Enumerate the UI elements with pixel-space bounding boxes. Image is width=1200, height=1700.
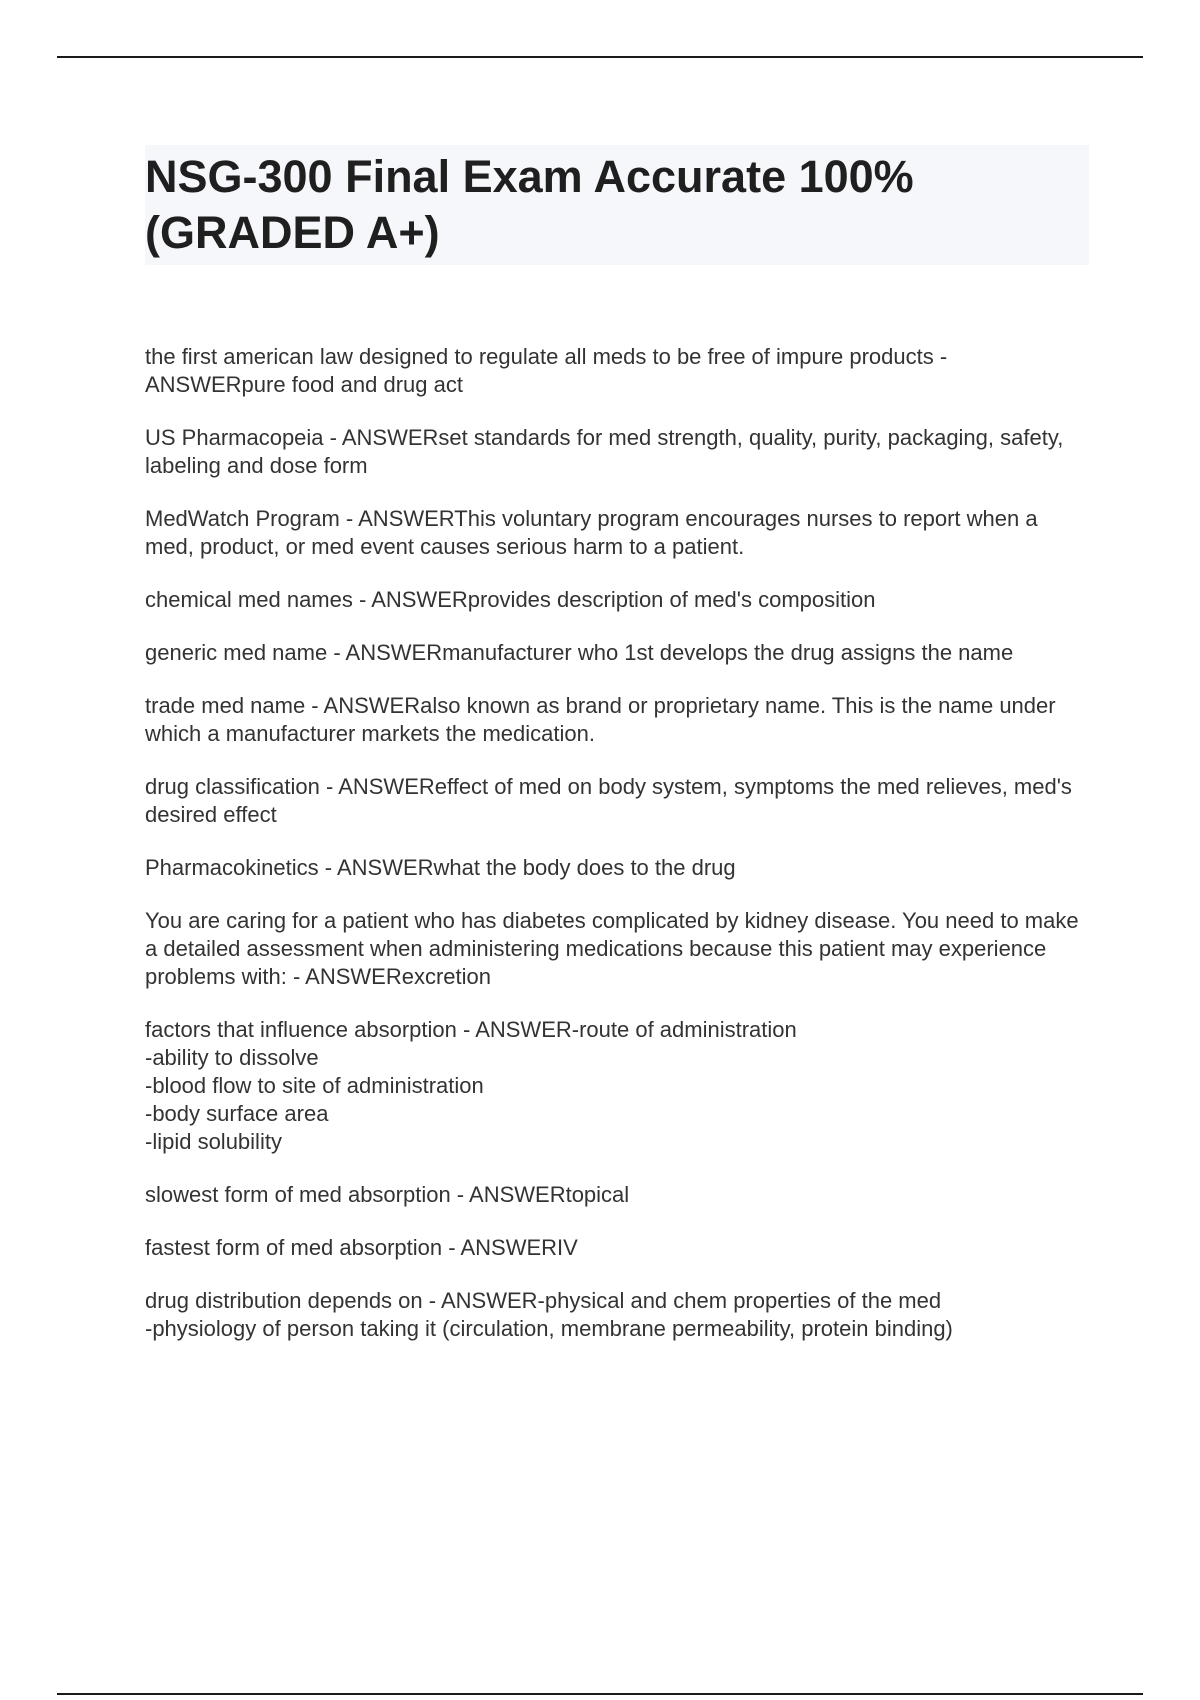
qa-item: fastest form of med absorption - ANSWERIV bbox=[145, 1235, 578, 1260]
bottom-divider bbox=[57, 1693, 1143, 1695]
qa-item: MedWatch Program - ANSWERThis voluntary program encourages nurses to report when a med, product, or med event causes serious harm to a patient. bbox=[145, 506, 1038, 559]
document-body bbox=[145, 145, 1089, 1368]
qa-item: generic med name - ANSWERmanufacturer who 1st develops the drug assigns the name bbox=[145, 640, 1014, 665]
qa-item: slowest form of med absorption - ANSWERtopical bbox=[145, 1182, 630, 1207]
title-block bbox=[145, 145, 1089, 265]
qa-item: the first american law designed to regulate all meds to be free of impure products - ANSWERpure food and drug act bbox=[145, 344, 948, 397]
qa-item: Pharmacokinetics - ANSWERwhat the body does to the drug bbox=[145, 855, 736, 880]
top-divider bbox=[57, 56, 1143, 58]
page-title: NSG-300 Final Exam Accurate 100% (GRADED A+) bbox=[145, 151, 914, 258]
qa-item: chemical med names - ANSWERprovides description of med's composition bbox=[145, 587, 876, 612]
qa-item: You are caring for a patient who has diabetes complicated by kidney disease. You need to make a detailed assessment when administering medications because this patient may experience problems with: - ANSWERexcretion bbox=[145, 908, 1079, 989]
qa-item: US Pharmacopeia - ANSWERset standards for med strength, quality, purity, packaging, safety, labeling and dose form bbox=[145, 425, 1064, 478]
qa-item: drug classification - ANSWEReffect of med on body system, symptoms the med relieves, med's desired effect bbox=[145, 774, 1072, 827]
qa-item: factors that influence absorption - ANSWER-route of administration -ability to dissolve -blood flow to site of administration -body surface area -lipid solubility bbox=[145, 1017, 797, 1154]
qa-item: drug distribution depends on - ANSWER-physical and chem properties of the med -physiology of person taking it (circulation, membrane permeability, protein binding) bbox=[145, 1288, 953, 1341]
qa-item: trade med name - ANSWERalso known as brand or proprietary name. This is the name under which a manufacturer markets the medication. bbox=[145, 693, 1056, 746]
